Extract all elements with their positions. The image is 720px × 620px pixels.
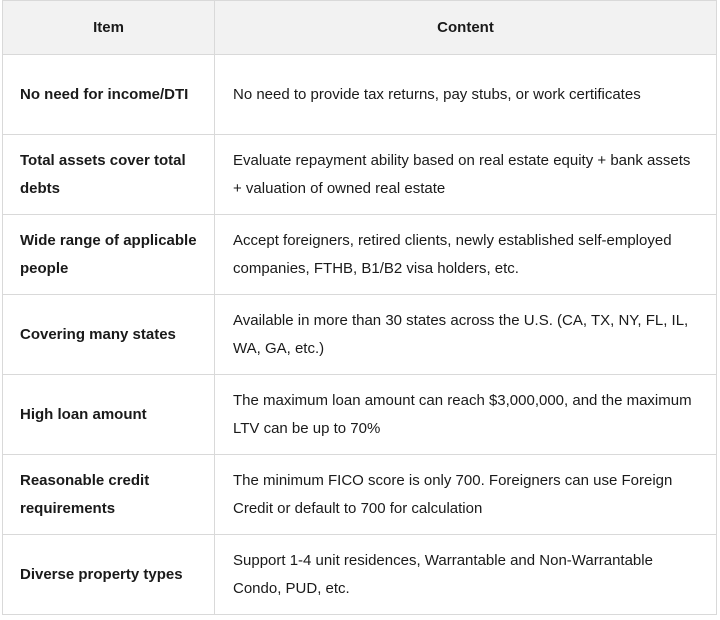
table-row: [3, 295, 717, 375]
content-cell: No need to provide tax returns, pay stubs, or work certificates: [215, 55, 717, 135]
table-row: [3, 135, 717, 215]
content-cell: The minimum FICO score is only 700. Foreigners can use Foreign Credit or default to 700 for calculation: [215, 455, 717, 535]
content-cell: Support 1-4 unit residences, Warrantable and Non-Warrantable Condo, PUD, etc.: [215, 535, 717, 615]
table-row: [3, 455, 717, 535]
table-row: [3, 215, 717, 295]
item-cell: Wide range of applicable people: [3, 215, 215, 295]
item-cell: No need for income/DTI: [3, 55, 215, 135]
content-cell: Accept foreigners, retired clients, newly established self-employed companies, FTHB, B1/B2 visa holders, etc.: [215, 215, 717, 295]
table-row: [3, 375, 717, 455]
table-header: [3, 1, 717, 55]
table-row: [3, 55, 717, 135]
item-cell: Total assets cover total debts: [3, 135, 215, 215]
content-cell: Evaluate repayment ability based on real estate equity + bank assets + valuation of owned real estate: [215, 135, 717, 215]
item-cell: Diverse property types: [3, 535, 215, 615]
content-cell: Available in more than 30 states across the U.S. (CA, TX, NY, FL, IL, WA, GA, etc.): [215, 295, 717, 375]
item-cell: High loan amount: [3, 375, 215, 455]
item-cell: Reasonable credit requirements: [3, 455, 215, 535]
item-column-header: Item: [3, 1, 215, 55]
item-cell: Covering many states: [3, 295, 215, 375]
content-cell: The maximum loan amount can reach $3,000,000, and the maximum LTV can be up to 70%: [215, 375, 717, 455]
loan-features-table: [2, 0, 717, 615]
content-column-header: Content: [215, 1, 717, 55]
header-row: [3, 1, 717, 55]
table-body: [3, 55, 717, 615]
table-row: [3, 535, 717, 615]
